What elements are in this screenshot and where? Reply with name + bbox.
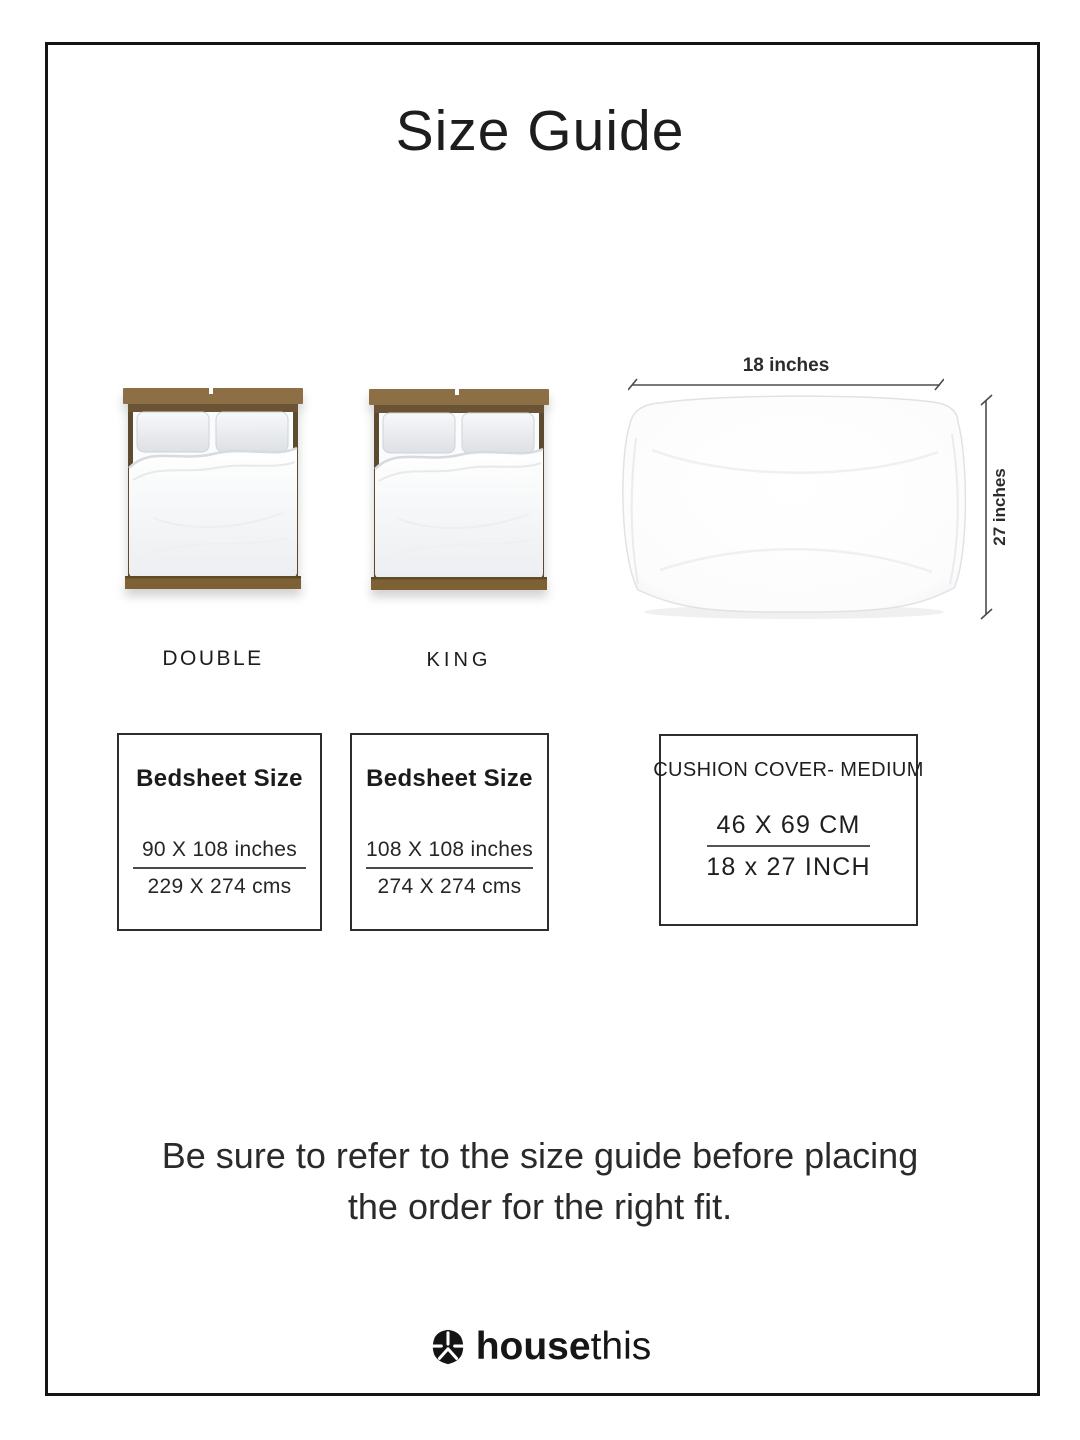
brand-name (475, 1324, 652, 1368)
size-divider (707, 845, 870, 847)
brand-logo (0, 1326, 1080, 1366)
size-cms: 274 X 274 cms (377, 875, 522, 898)
size-box-title: CUSHION COVER- MEDIUM (653, 759, 924, 781)
size-divider (366, 867, 534, 869)
size-box-title: Bedsheet Size (366, 765, 533, 792)
size-divider (133, 867, 306, 869)
pillow-height-label: 27 inches (990, 468, 1009, 546)
size-guide-note (0, 1130, 1080, 1232)
note-line-1: Be sure to refer to the size guide before placing (161, 1135, 919, 1176)
size-cms: 229 X 274 cms (147, 875, 292, 898)
pillow-height-dimension (976, 394, 1024, 620)
bedsheet-size-box-king (350, 733, 549, 931)
size-inches: 90 X 108 inches (141, 838, 298, 861)
cushion-cover-size-box (653, 734, 924, 926)
double-bed-label: DOUBLE (162, 647, 264, 670)
bedsheet-size-box-double (117, 733, 322, 931)
brand-name-bold: house (475, 1324, 591, 1368)
king-bed-illustration (369, 389, 549, 591)
size-cm: 46 X 69 CM (716, 811, 861, 839)
size-inch: 18 x 27 INCH (706, 853, 871, 881)
double-bed-illustration (123, 388, 303, 590)
pillow-width-label: 18 inches (742, 355, 830, 376)
size-inches: 108 X 108 inches (365, 838, 534, 861)
width-dimension-line (628, 376, 944, 392)
cushion-pillow-illustration (612, 388, 977, 623)
king-bed-label: KING (426, 649, 492, 671)
note-line-2: the order for the right fit. (347, 1186, 733, 1228)
size-box-title: Bedsheet Size (136, 765, 303, 792)
brand-name-light: this (590, 1324, 652, 1368)
page-title: Size Guide (395, 99, 685, 163)
housethis-logo-icon (429, 1328, 467, 1366)
pillow-width-dimension (628, 356, 944, 388)
